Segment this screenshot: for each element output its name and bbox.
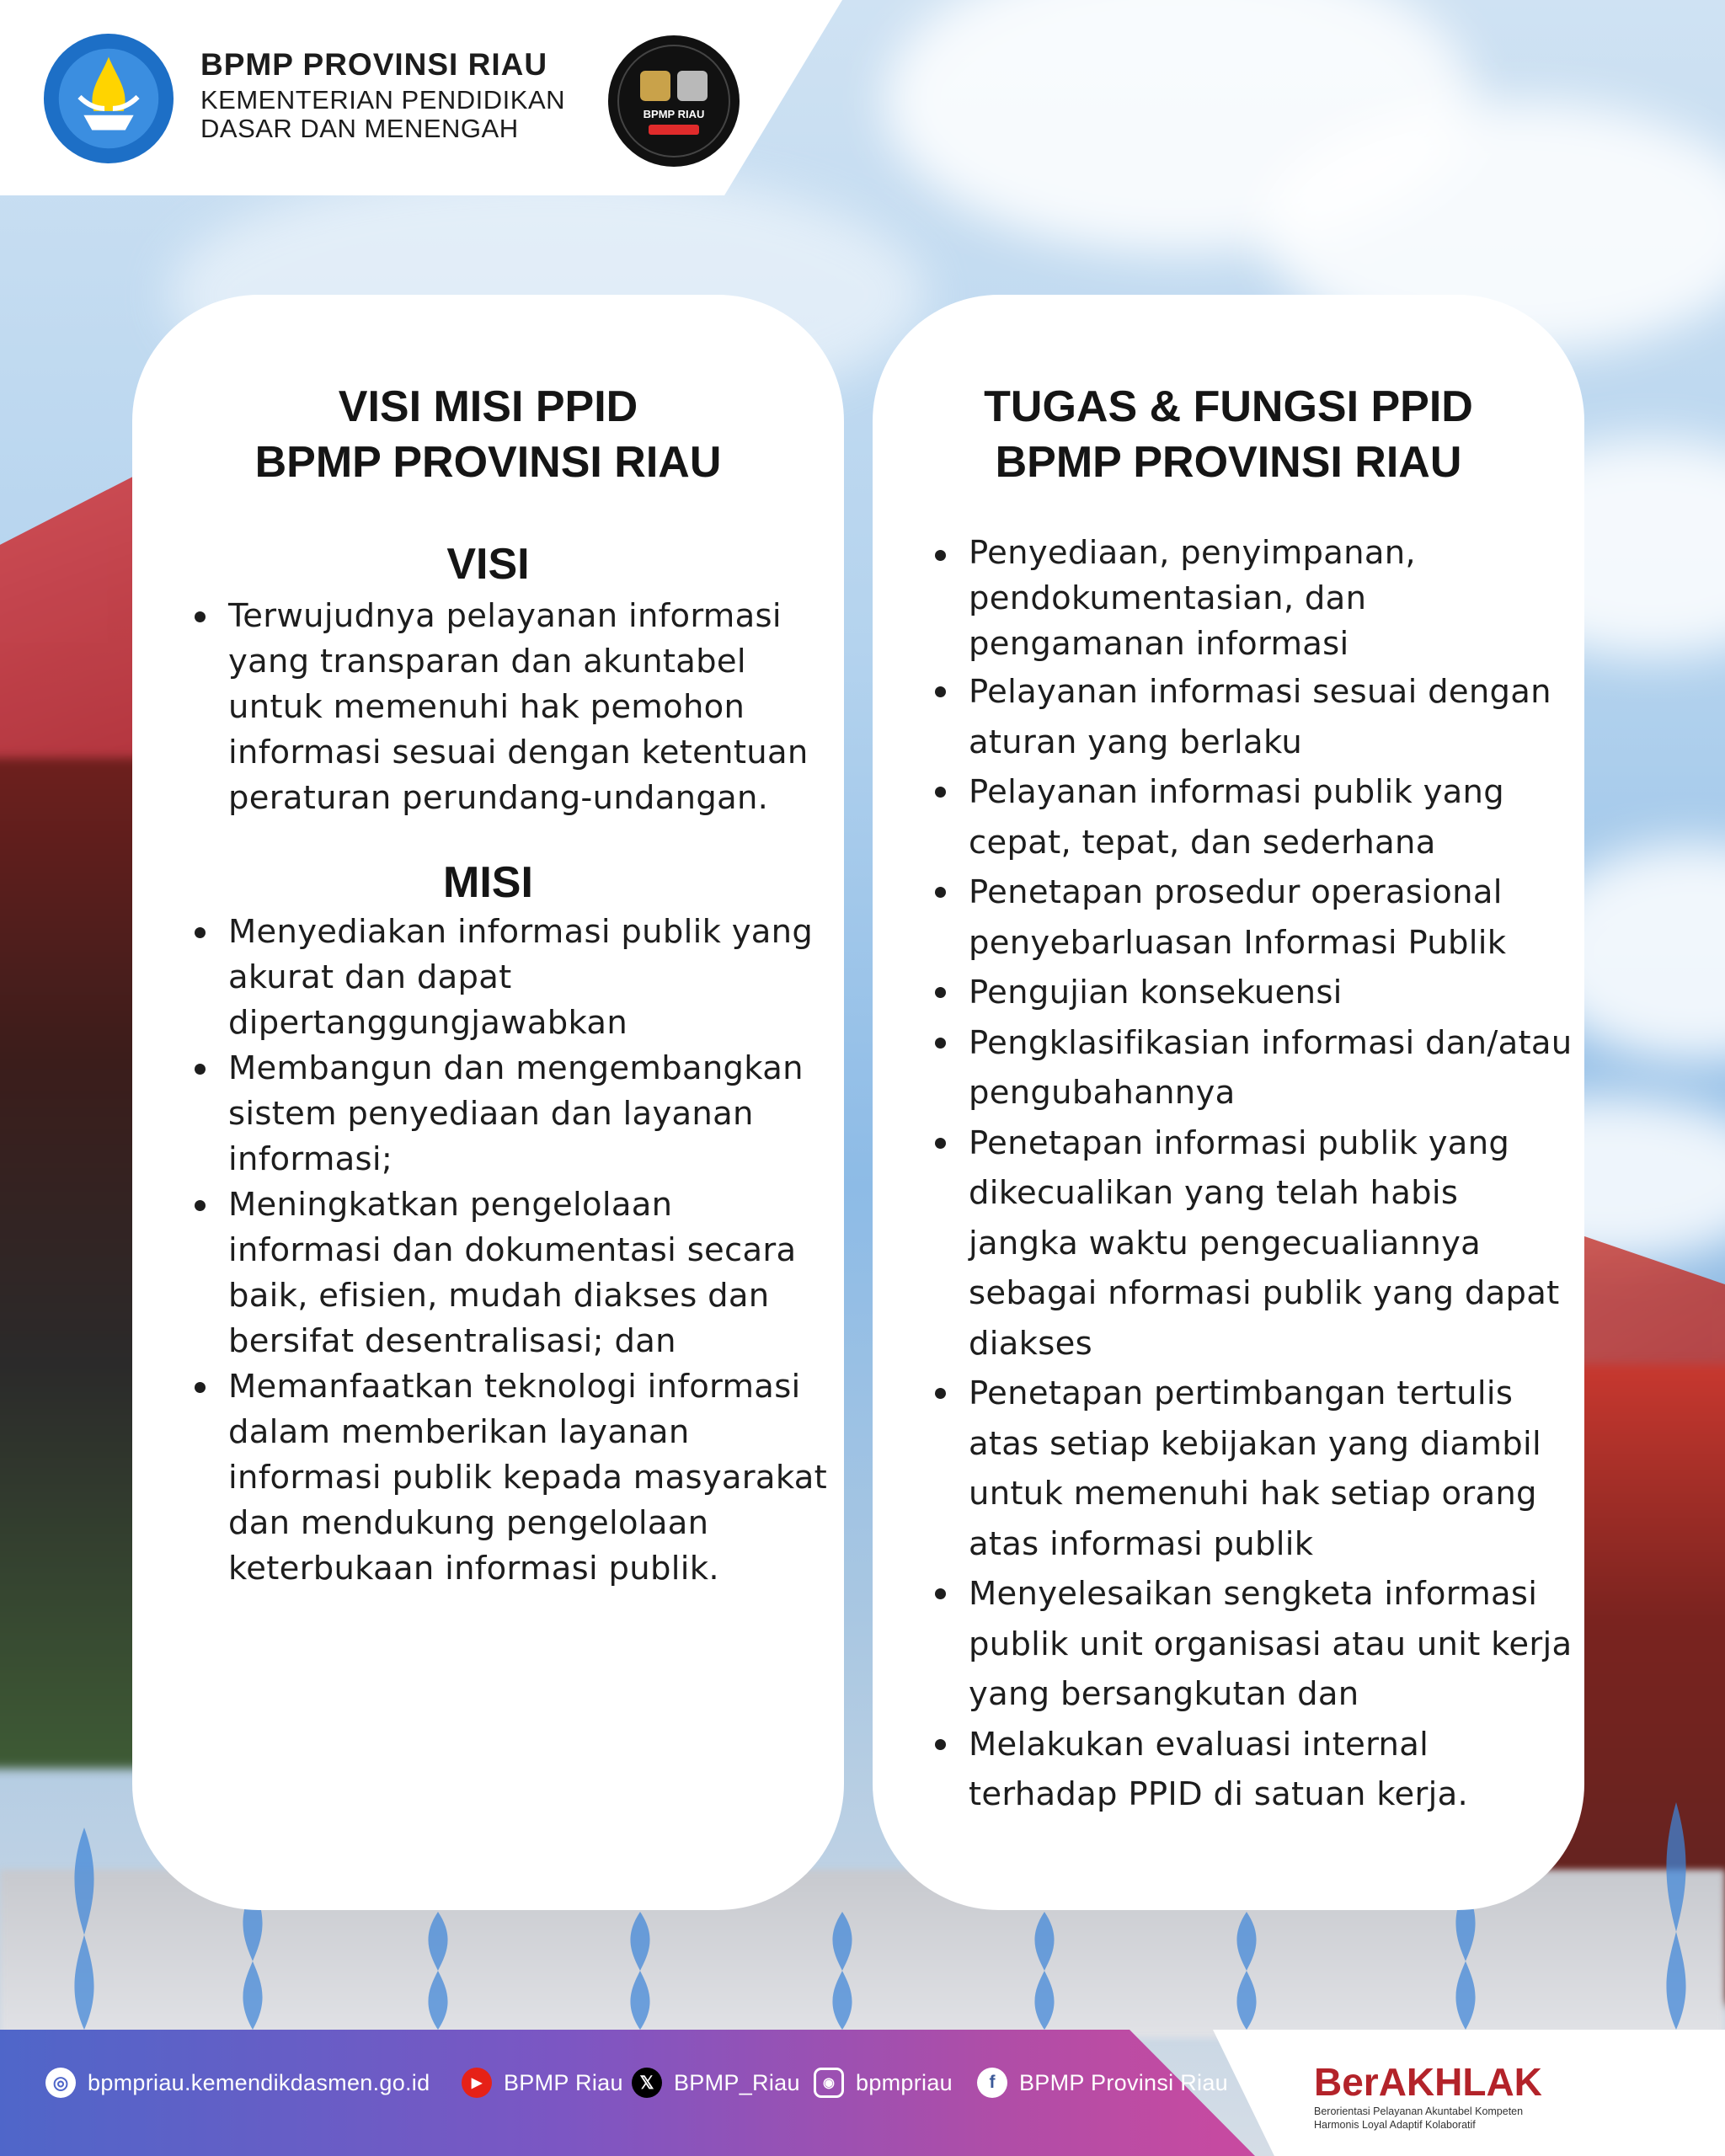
visi-list — [176, 594, 833, 821]
youtube-link[interactable]: ▶ BPMP Riau — [462, 2068, 623, 2098]
list-item: Pengujian konsekuensi — [916, 968, 1573, 1018]
list-item: Menyediakan informasi publik yang akurat dan dapat dipertanggungjawabkan — [176, 910, 833, 1046]
list-item: Membangun dan mengembangkan sistem penyediaan dan layanan informasi; — [176, 1046, 833, 1182]
list-item: Pelayanan informasi sesuai dengan aturan yang berlaku — [916, 667, 1573, 767]
list-item: Terwujudnya pelayanan informasi yang transparan dan akuntabel untuk memenuhi hak pemohon informasi sesuai dengan ketentuan peraturan perundang-undangan. — [176, 594, 833, 821]
org-title: BPMP PROVINSI RIAU — [200, 47, 548, 82]
berakhlak-logo: BerAKHLAK Berorientasi Pelayanan Akuntabel Kompeten Harmonis Loyal Adaptif Kolaboratif — [1314, 2060, 1542, 2131]
list-item: Memanfaatkan teknologi informasi dalam memberikan layanan informasi publik kepada masyarakat dan mendukung pengelolaan keterbukaan informasi publik. — [176, 1364, 833, 1592]
visi-misi-title: VISI MISI PPID BPMP PROVINSI RIAU — [254, 382, 722, 487]
instagram-link[interactable]: ◉ bpmpriau — [814, 2068, 953, 2098]
globe-icon: ◎ — [45, 2068, 76, 2098]
visi-misi-card — [132, 295, 844, 1910]
list-item: Meningkatkan pengelolaan informasi dan dokumentasi secara baik, efisien, mudah diakses dan bersifat desentralisasi; dan — [176, 1182, 833, 1364]
list-item: Melakukan evaluasi internal terhadap PPID di satuan kerja. — [916, 1720, 1573, 1820]
zona-integritas-badge — [606, 34, 741, 168]
list-item: Penetapan prosedur operasional penyebarluasan Informasi Publik — [916, 867, 1573, 968]
instagram-icon: ◉ — [814, 2068, 844, 2098]
youtube-icon: ▶ — [462, 2068, 492, 2098]
tugas-fungsi-title: TUGAS & FUNGSI PPID BPMP PROVINSI RIAU — [984, 382, 1473, 487]
misi-list — [176, 910, 833, 1592]
org-subtitle: KEMENTERIAN PENDIDIKAN DASAR DAN MENENGAH — [200, 85, 566, 143]
visi-heading: VISI — [446, 540, 530, 589]
list-item: Penetapan pertimbangan tertulis atas setiap kebijakan yang diambil untuk memenuhi hak setiap orang atas informasi publik — [916, 1369, 1573, 1569]
list-item: Menyelesaikan sengketa informasi publik unit organisasi atau unit kerja yang bersangkutan dan — [916, 1569, 1573, 1720]
list-item: Pengklasifikasian informasi dan/atau pengubahannya — [916, 1018, 1573, 1118]
list-item: Pelayanan informasi publik yang cepat, tepat, dan sederhana — [916, 767, 1573, 867]
tugas-fungsi-card — [873, 295, 1584, 1910]
list-item: Penetapan informasi publik yang dikecualikan yang telah habis jangka waktu pengecualiannya sebagai nformasi publik yang dapat diakses — [916, 1118, 1573, 1369]
misi-heading: MISI — [443, 858, 533, 907]
list-item: Penyediaan, penyimpanan, pendokumentasian, dan pengamanan informasi — [916, 531, 1573, 667]
x-link[interactable]: 𝕏 BPMP_Riau — [632, 2068, 800, 2098]
x-icon: 𝕏 — [632, 2068, 662, 2098]
svg-text:BPMP RIAU: BPMP RIAU — [643, 108, 705, 120]
facebook-link[interactable]: f BPMP Provinsi Riau — [977, 2068, 1228, 2098]
facebook-icon: f — [977, 2068, 1007, 2098]
website-link[interactable]: ◎ bpmpriau.kemendikdasmen.go.id — [45, 2068, 430, 2098]
tut-wuri-handayani-logo — [42, 32, 175, 165]
tugas-fungsi-list — [916, 531, 1573, 1820]
